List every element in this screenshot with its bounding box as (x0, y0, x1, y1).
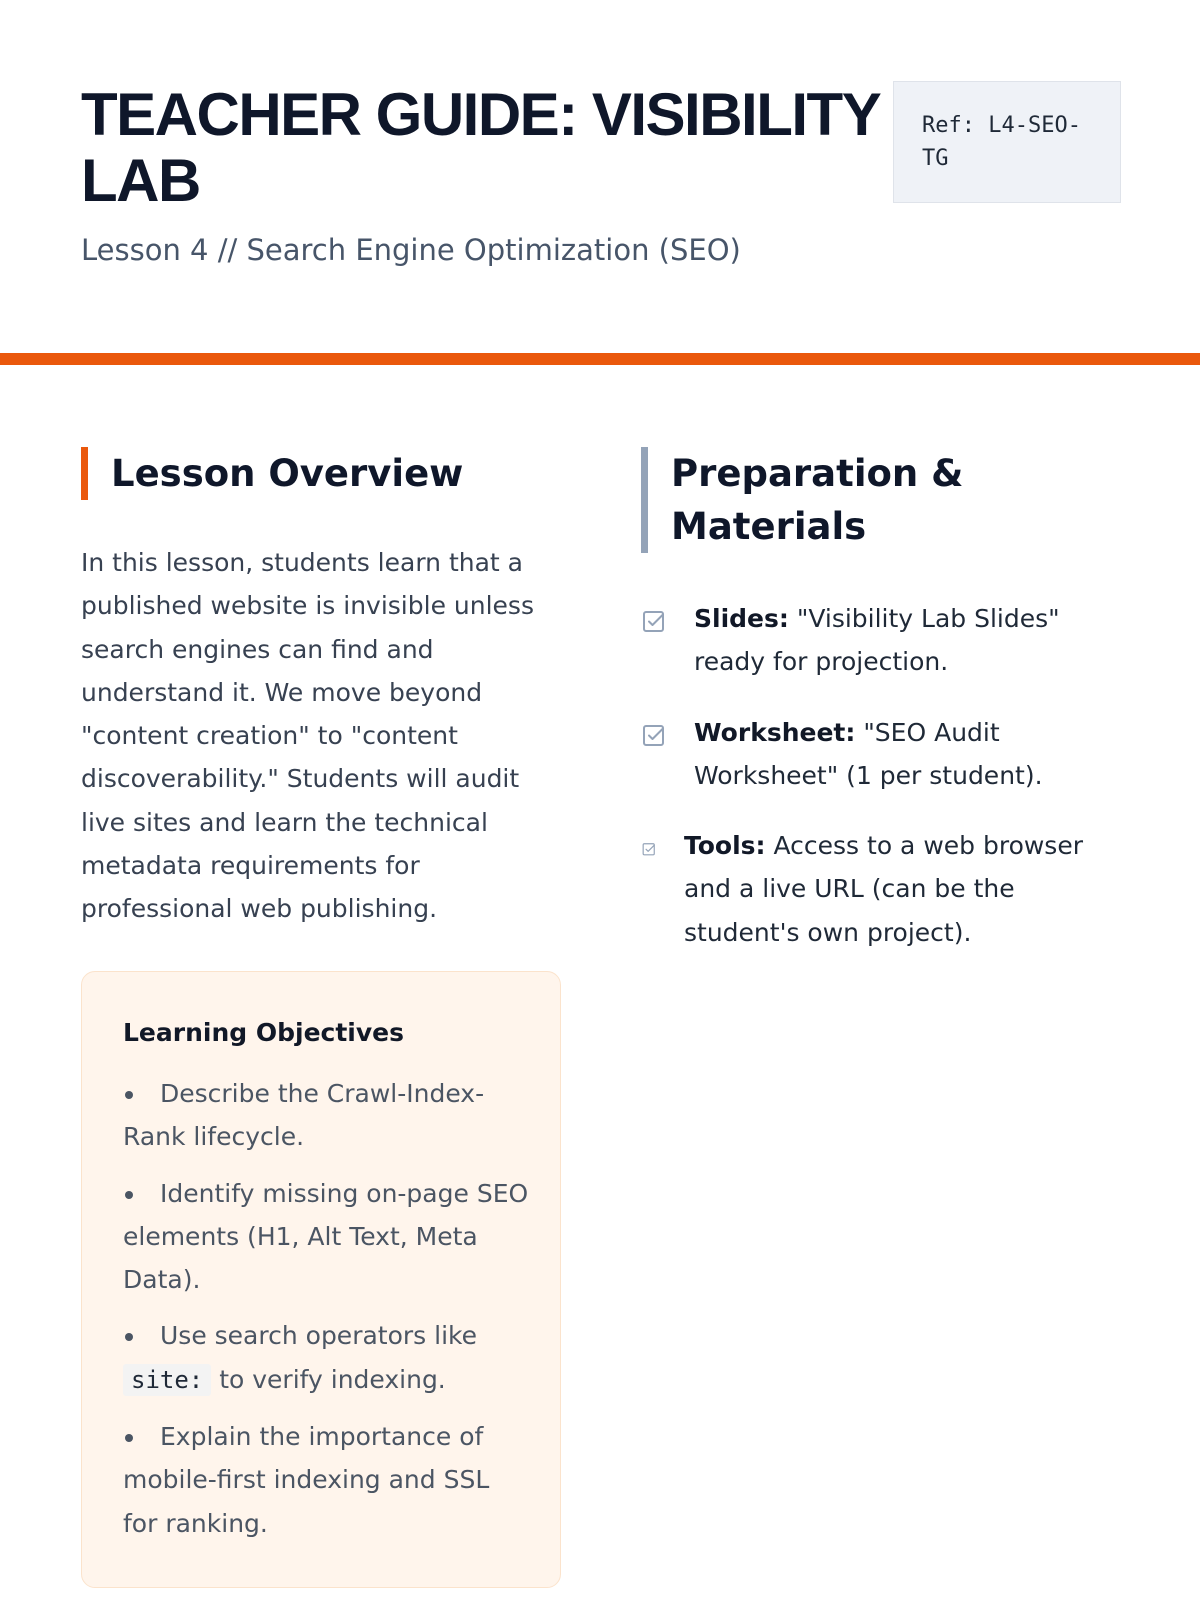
page-subtitle: Lesson 4 // Search Engine Optimization (SEO) (81, 233, 741, 267)
bullet-icon (125, 1091, 133, 1099)
reference-code-box: Ref: L4-SEO-TG (893, 81, 1121, 203)
inline-code: site: (123, 1364, 211, 1396)
material-item: Worksheet: "SEO Audit Worksheet" (1 per student). (641, 711, 1121, 798)
checkbox-icon (642, 609, 666, 633)
materials-heading (641, 447, 981, 553)
objective-item: Identify missing on-page SEO elements (H1, Alt Text, Meta Data). (123, 1178, 529, 1295)
page-header (0, 0, 1200, 353)
objective-item: Describe the Crawl-Index-Rank lifecycle. (123, 1079, 485, 1152)
header-divider (0, 353, 1200, 365)
bullet-icon (125, 1191, 133, 1199)
bullet-icon (125, 1434, 133, 1442)
materials-heading-text: Preparation & Materials (671, 452, 964, 548)
objectives-list (123, 1072, 530, 1545)
materials-list (641, 597, 1121, 981)
overview-accent-bar (81, 447, 88, 500)
materials-accent-bar (641, 447, 648, 553)
checkbox-icon (642, 723, 666, 747)
page-title: TEACHER GUIDE: VISIBILITY LAB (81, 81, 880, 214)
bullet-icon (125, 1333, 133, 1341)
objectives-heading: Learning Objectives (123, 1018, 404, 1047)
overview-heading (81, 447, 463, 500)
checkbox-icon (642, 842, 656, 856)
overview-heading-text: Lesson Overview (111, 452, 464, 495)
objective-item: Explain the importance of mobile-first indexing and SSL for ranking. (123, 1422, 490, 1538)
material-item: Tools: Access to a web browser and a live URL (can be the student's own project). (641, 824, 1121, 954)
overview-paragraph: In this lesson, students learn that a published website is invisible unless search engines can find and understand it. We move beyond "content creation" to "content discoverability." Students will audit live sites and learn the technical metadata requirements for professional web publishing. (81, 548, 534, 924)
material-item: Slides: "Visibility Lab Slides" ready for projection. (641, 597, 1121, 684)
learning-objectives-box (81, 971, 561, 1588)
objective-item: Use search operators like site: to verify indexing. (123, 1314, 530, 1402)
